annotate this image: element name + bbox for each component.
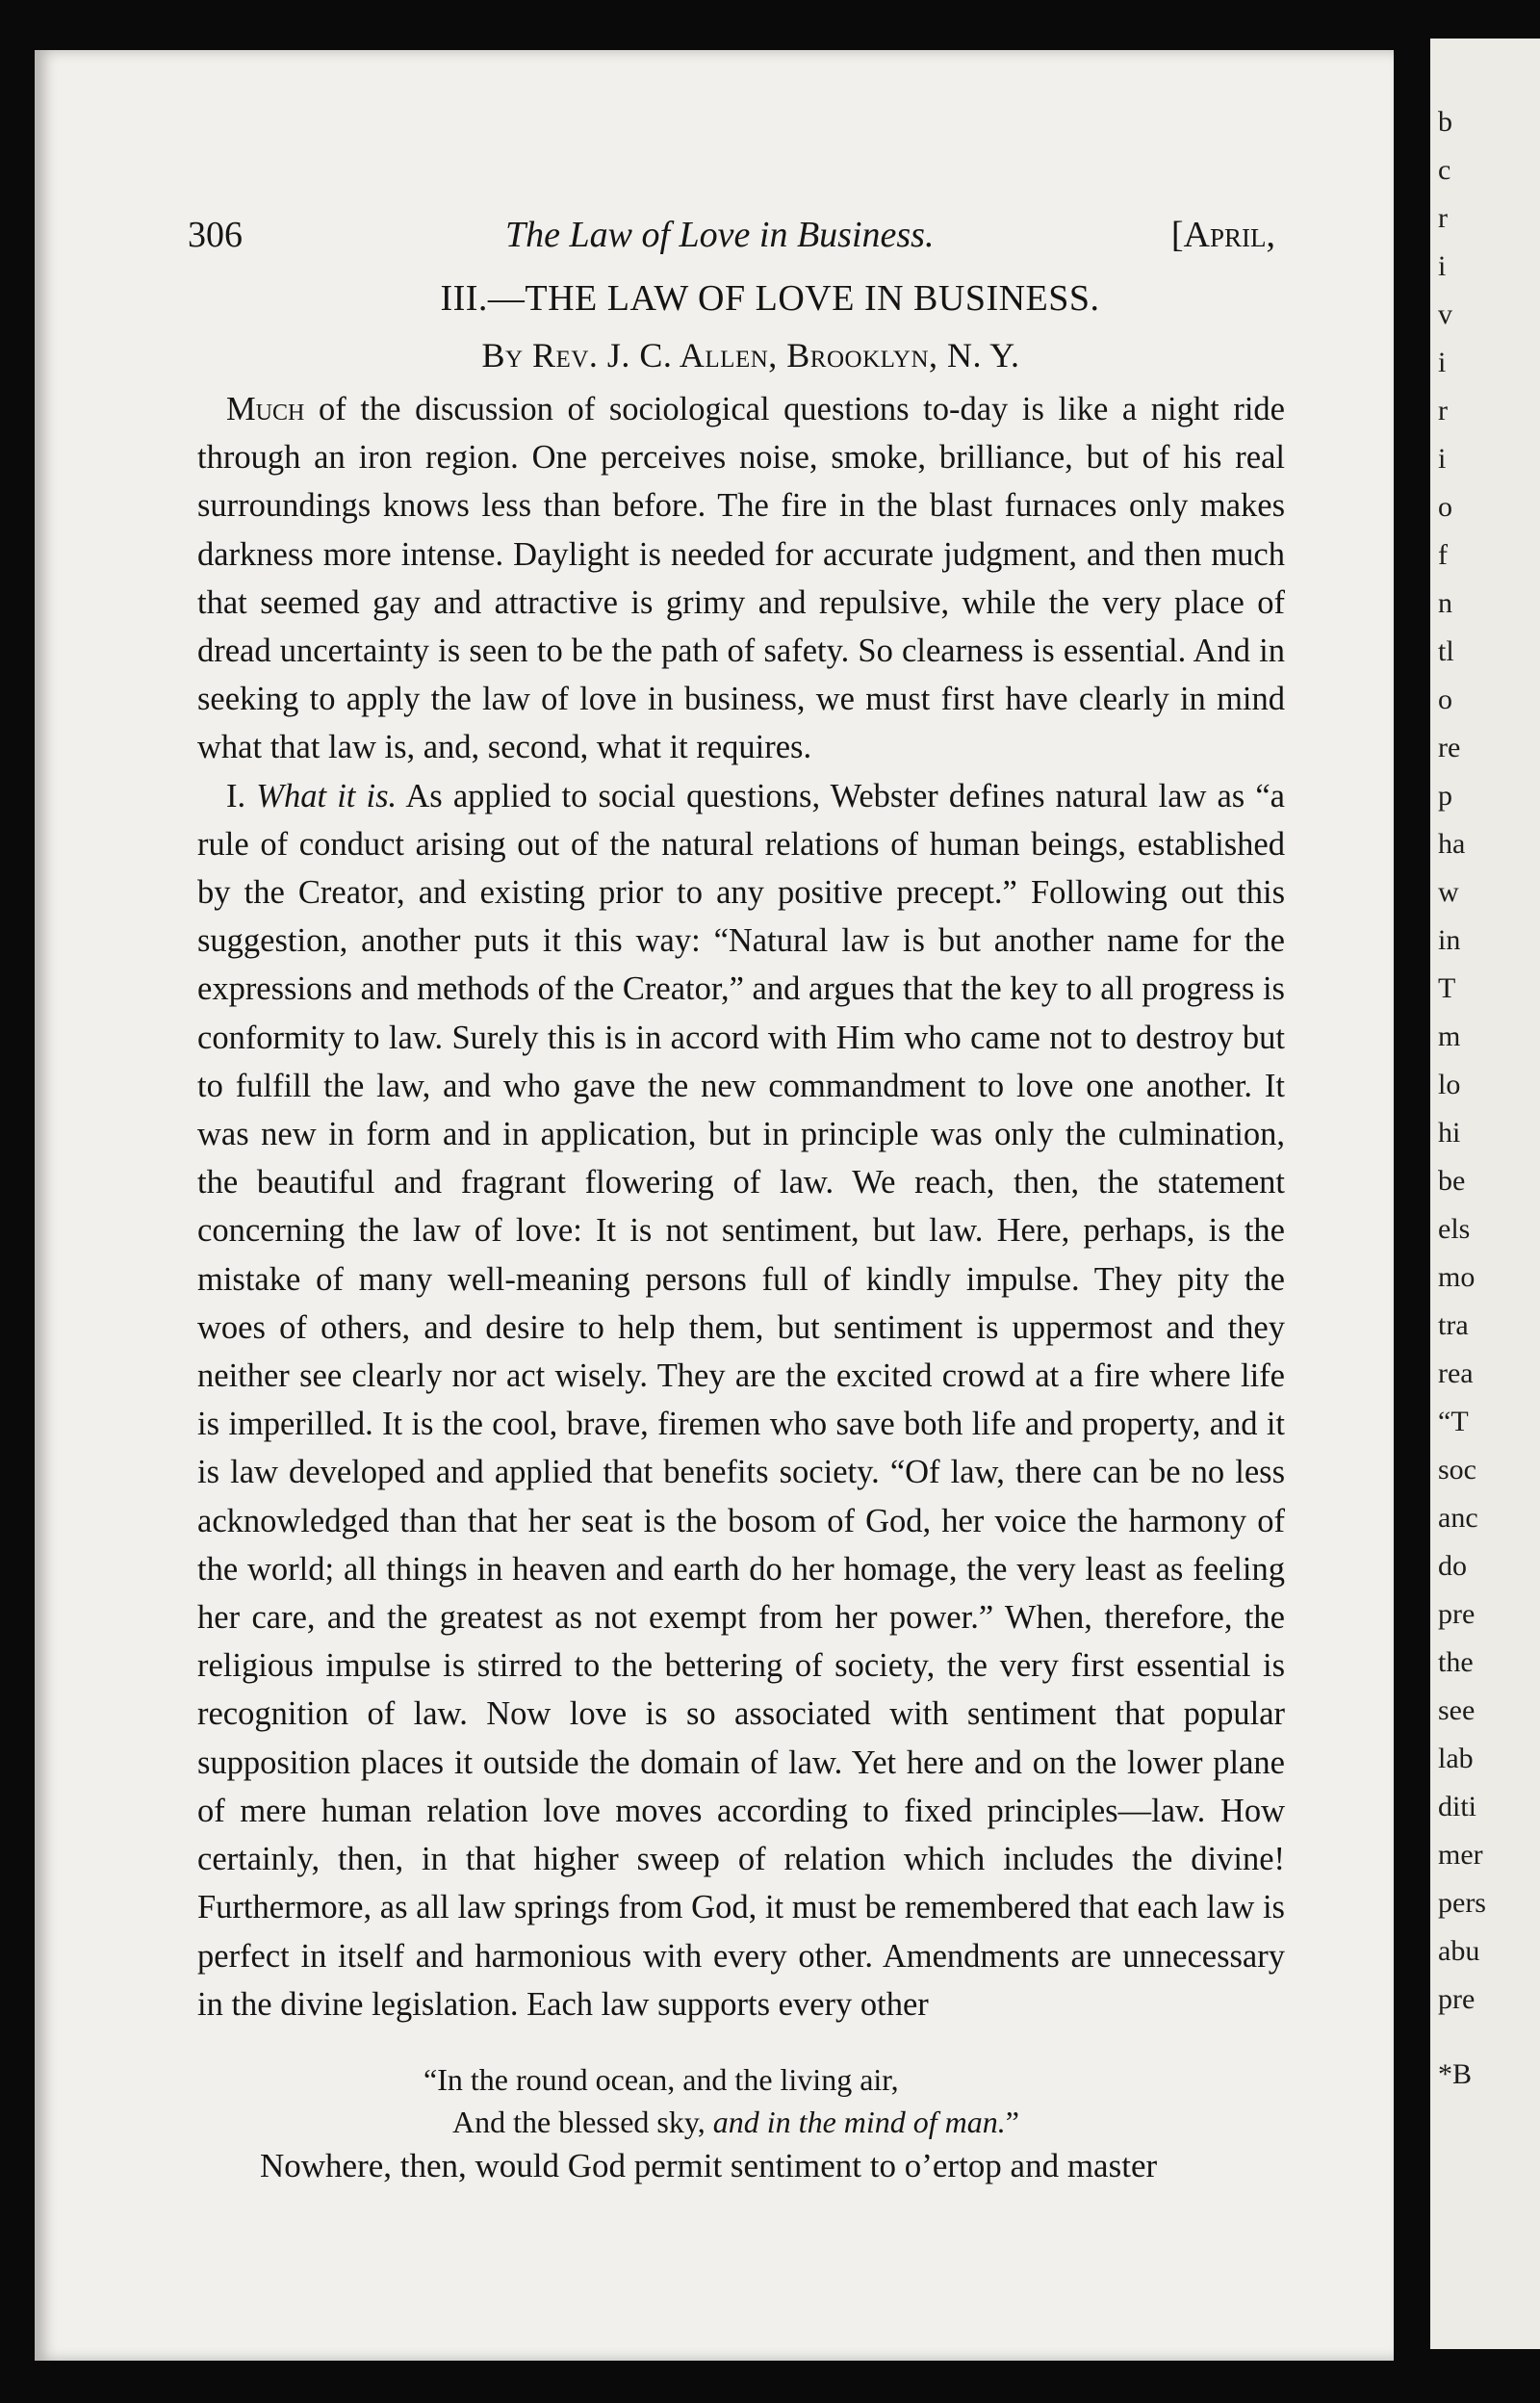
adjacent-fragment: c: [1438, 154, 1451, 186]
quote-line-2-a: And the blessed sky,: [452, 2105, 713, 2139]
adjacent-fragment: “T: [1438, 1406, 1469, 1437]
quote-line-2: [452, 2101, 1290, 2143]
adjacent-fragment: p: [1438, 780, 1452, 812]
page-number: 306: [188, 215, 243, 255]
adjacent-fragment: re: [1438, 732, 1461, 763]
adjacent-fragment: w: [1438, 876, 1459, 908]
adjacent-fragment: abu: [1438, 1935, 1480, 1967]
running-title: The Law of Love in Business.: [505, 215, 935, 255]
adjacent-fragment: els: [1438, 1213, 1471, 1245]
adjacent-fragment: be: [1438, 1165, 1466, 1197]
adjacent-fragment: pers: [1438, 1887, 1486, 1919]
adjacent-fragment: n: [1438, 587, 1452, 619]
article-byline: By Rev. J. C. Allen, Brooklyn, N. Y.: [481, 336, 1020, 375]
adjacent-fragment: pre: [1438, 1598, 1476, 1630]
adjacent-fragment: see: [1438, 1694, 1476, 1726]
adjacent-page-edge: [1430, 39, 1540, 2349]
article-title: III.—THE LAW OF LOVE IN BUSINESS.: [440, 278, 1100, 319]
adjacent-fragment: i: [1438, 250, 1447, 282]
adjacent-fragment: f: [1438, 539, 1448, 571]
running-month: [April,: [1170, 215, 1275, 255]
adjacent-fragment: diti: [1438, 1791, 1477, 1822]
adjacent-fragment: rea: [1438, 1357, 1474, 1389]
quote-line-2-b: and in the mind of man.: [712, 2105, 1006, 2139]
adjacent-fragment: *B: [1438, 2058, 1473, 2090]
adjacent-fragment: do: [1438, 1550, 1467, 1582]
adjacent-fragment: tra: [1438, 1309, 1469, 1341]
adjacent-fragment: o: [1438, 684, 1452, 715]
paragraph-1-text: of the discussion of sociological questions to-day is like a night ride through an iron region. One perceives noise, smoke, brilliance, but of his real surroundings knows less than before. The fire in the blast furnaces only makes darkness more intense. Daylight is needed for accurate judgment, and then much that seemed gay and attractive is grimy and repulsive, while the very place of dread uncertainty is seen to be the path of safety. So clearness is essential. And in seeking to apply the law of love in business, we must first have clearly in mind what that law is, and, second, what it requires.: [197, 391, 1285, 766]
running-head: [188, 214, 1275, 262]
adjacent-fragment: i: [1438, 443, 1447, 475]
adjacent-fragment: the: [1438, 1646, 1474, 1678]
adjacent-fragment: in: [1438, 924, 1461, 956]
adjacent-fragment: T: [1438, 972, 1456, 1004]
adjacent-fragment: hi: [1438, 1117, 1461, 1149]
adjacent-fragment: b: [1438, 106, 1452, 138]
adjacent-fragment: anc: [1438, 1502, 1478, 1534]
adjacent-fragment: i: [1438, 347, 1447, 378]
paragraph-2-text: As applied to social questions, Webster defines natural law as “a rule of conduct arising out of the natural relations of human beings, established by the Creator, and existing prior to any positive precept.” Following out this suggestion, another puts it this way: “Natural law is but another name for the expressions and methods of the Creator,” and argues that the key to all progress is conformity to law. Surely this is in accord with Him who came not to destroy but to fulfill the law, and who gave the new commandment to love one another. It was new in form and in application, but in principle was only the culmination, the beautiful and fragrant flowering of law. We reach, then, the statement concerning the law of love: It is not sentiment, but law. Here, perhaps, is the mistake of many well-meaning persons full of kindly impulse. They pity the woes of others, and desire to help them, but sentiment is uppermost and they neither see clearly nor act wisely. They are the excited crowd at a fire where life is imperilled. It is the cool, brave, firemen who save both life and property, and it is law developed and applied that benefits society. “Of law, there can be no less acknowledged than that her seat is the bosom of God, her voice the harmony of the world; all things in heaven and earth do her homage, the very least as feeling her care, and the greatest as not exempt from her power.” When, therefore, the religious impulse is stirred to the bettering of society, the very first essential is recognition of law. Now love is so associated with sentiment that popular supposition places it outside the domain of law. Yet here and on the lower plane of mere human relation love moves according to fixed principles—law. How certainly, then, in that higher sweep of relation which includes the divine! Furthermore, as all law springs from God, it must be remembered that each law is perfect in itself and harmonious with every other. Amendments are unnecessary in the divine legislation. Each law supports every other: [197, 777, 1285, 2023]
adjacent-fragment: o: [1438, 491, 1452, 523]
adjacent-fragment: ha: [1438, 828, 1466, 860]
adjacent-fragment: lo: [1438, 1069, 1461, 1100]
verse-quote: [424, 2058, 1290, 2143]
quote-line-2-c: ”: [1005, 2105, 1019, 2139]
adjacent-fragment: r: [1438, 395, 1448, 426]
adjacent-fragment: mo: [1438, 1261, 1476, 1293]
quote-line-1: “In the round ocean, and the living air,: [424, 2062, 899, 2097]
adjacent-fragment: lab: [1438, 1743, 1474, 1774]
closing-line: Nowhere, then, would God permit sentiment to o’ertop and master: [260, 2147, 1158, 2184]
paragraph-2-number: I.: [226, 777, 257, 814]
paragraph-2-lead: What it is.: [256, 777, 398, 814]
adjacent-fragment: mer: [1438, 1839, 1483, 1871]
adjacent-fragment: soc: [1438, 1454, 1476, 1486]
adjacent-fragment: tl: [1438, 635, 1454, 667]
paragraph-2: [197, 772, 1285, 2028]
article-body: [197, 385, 1285, 2028]
adjacent-fragment: m: [1438, 1021, 1461, 1052]
paragraph-1-lead: Much: [226, 391, 305, 427]
paragraph-1: [197, 385, 1285, 772]
adjacent-fragment: v: [1438, 298, 1452, 330]
adjacent-fragment: r: [1438, 202, 1448, 234]
adjacent-fragment: pre: [1438, 1983, 1476, 2015]
